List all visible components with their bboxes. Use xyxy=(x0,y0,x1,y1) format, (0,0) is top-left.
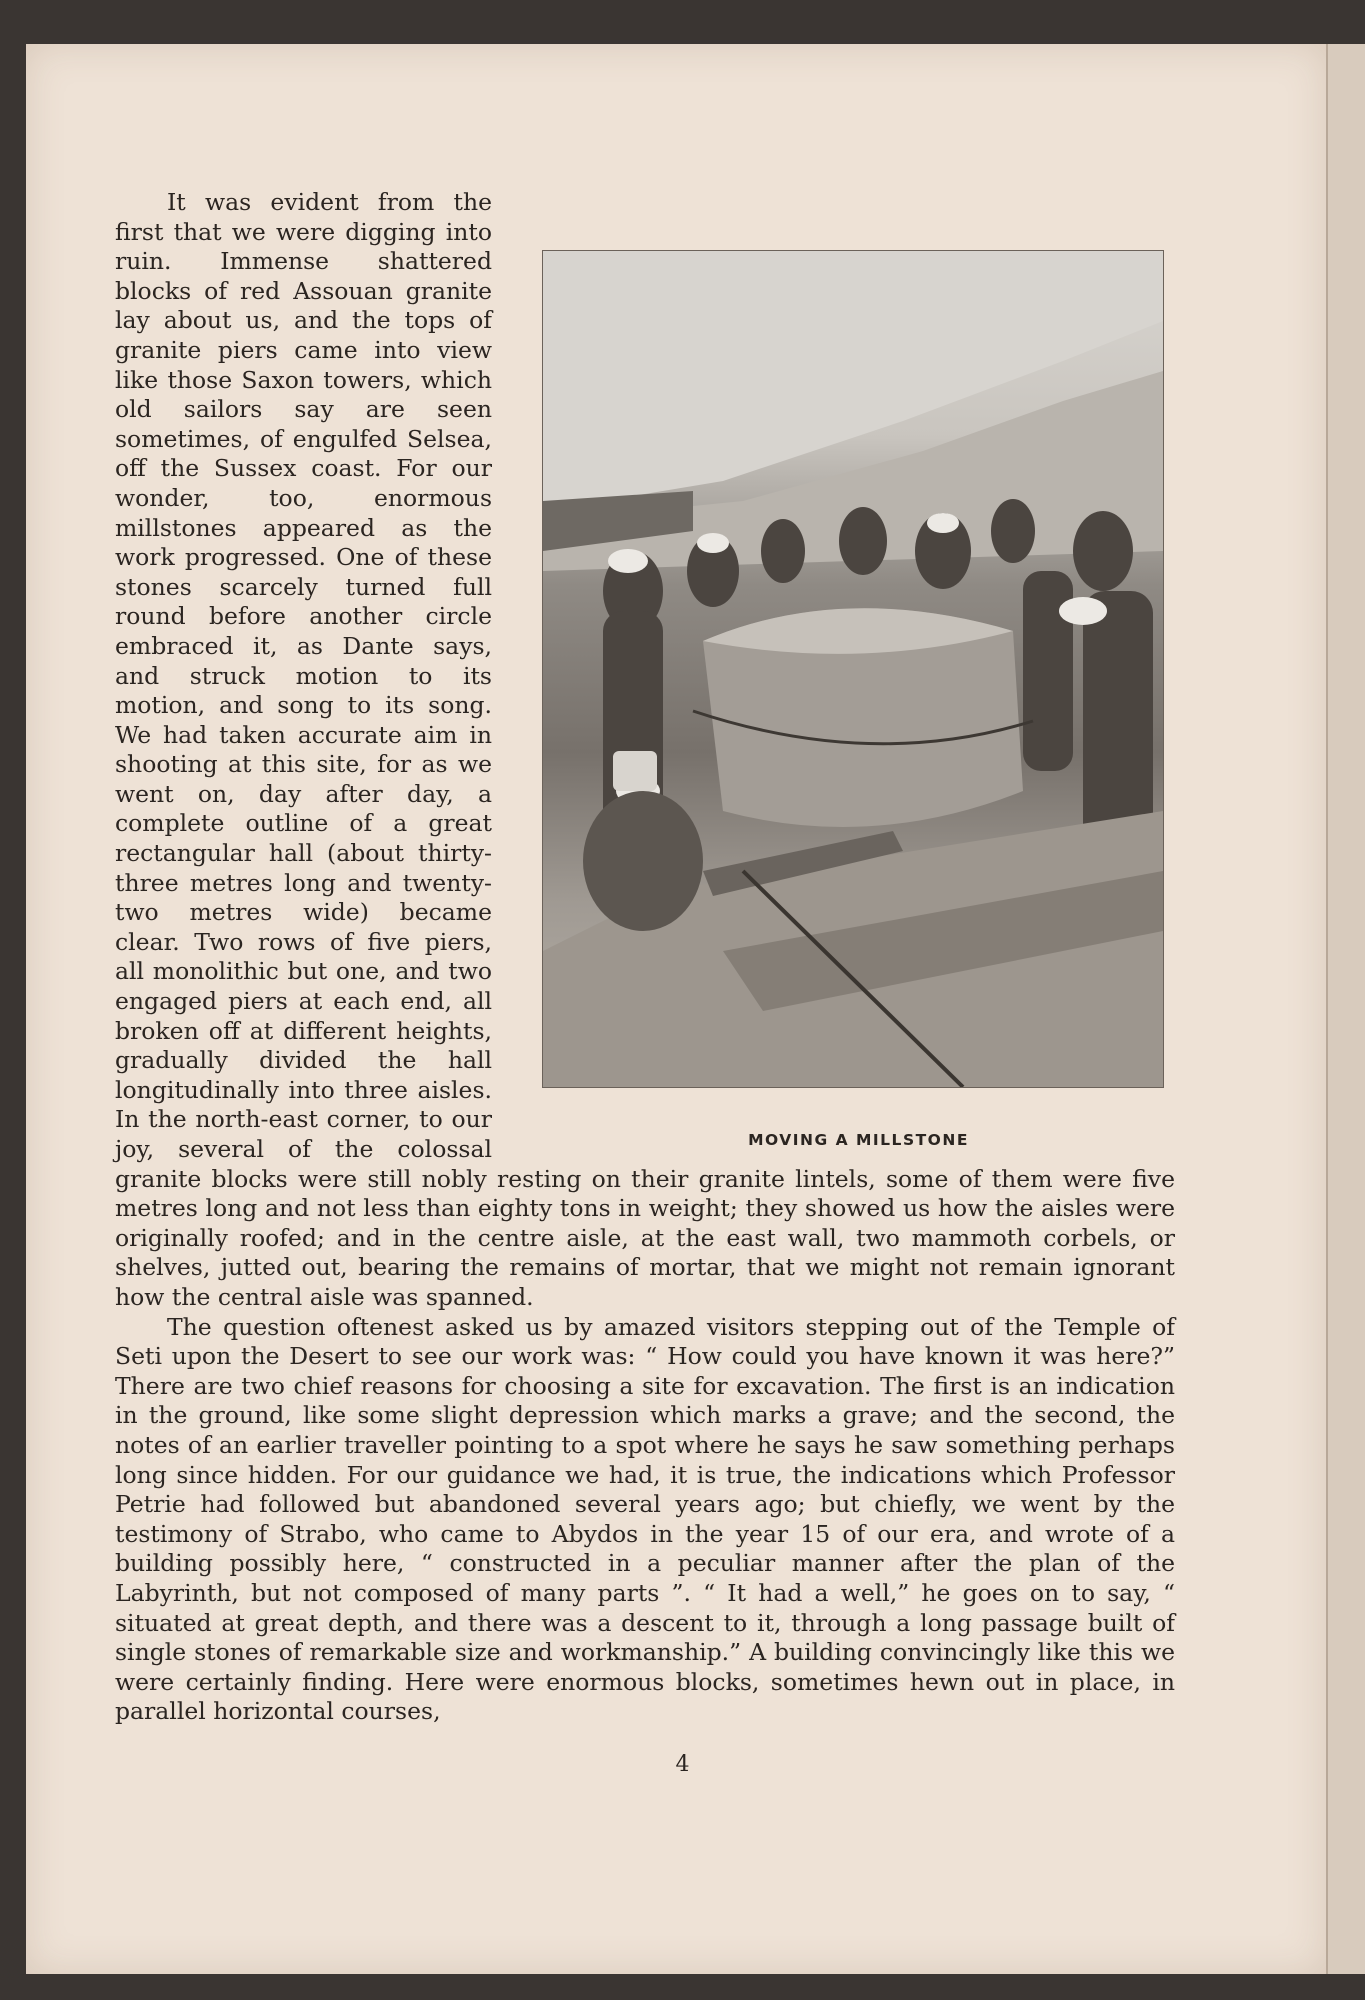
paragraph-2: The question oftenest asked us by amazed visitors stepping out of the Temple of Seti upon the Desert to see our work was: “ How could you have known it was here?” There are two chief reasons for choosing a site for excavation. The first is an indication in the ground, like some slight depression which marks a grave; and the second, the notes of an earlier traveller pointing to a spot where he says he saw something perhaps long since hidden. For our guidance we had, it is true, the indications which Professor Petrie had followed but abandoned several years ago; but chiefly, we went by the testimony of Strabo, who came to Abydos in the year 15 of our era, and wrote of a building possibly here, “ constructed in a peculiar manner after the plan of the Labyrinth, but not composed of many parts ”. “ It had a well,” he goes on to say, “ situated at great depth, and there was a descent to it, through a long passage built of single stones of remarkable size and workmanship.” A building convincingly like this we were certainly finding. Here were enormous blocks, sometimes hewn out in place, in parallel horizontal courses, xyxy=(115,1312,1175,1726)
figure-caption: MOVING A MILLSTONE xyxy=(748,1131,969,1149)
millstone-photograph xyxy=(542,250,1164,1088)
next-page-edge xyxy=(1326,44,1365,1974)
figure xyxy=(520,250,1175,1156)
page-number: 4 xyxy=(675,1752,690,1777)
photo-illustration xyxy=(543,251,1163,1087)
article-body xyxy=(115,188,1175,1727)
paragraph-1: It was evident from the first that we were digging into ruin. Immense shattered blocks of red Assouan granite lay about us, and the tops of granite piers came into view like those Saxon towers, which old sailors say are seen sometimes, of engulfed Selsea, off the Sussex coast. For our wonder, too, enormous millstones appeared as the work progressed. One of these stones scarcely turned full round before another circle embraced it, as Dante says, and struck motion to its motion, and song to its song. We had taken accurate aim in shooting at this site, for as we went on, day after day, a complete outline of a great rectangular hall (about thirty-three metres long and twenty-two metres wide) became clear. Two rows of five piers, all monolithic but one, and two engaged piers at each end, all broken off at different heights, gradually divided the hall longitudinally into three aisles. In the north-east corner, to our joy, several of the colossal granite blocks were still nobly resting on their granite lintels, some of them were five metres long and not less than eighty tons in weight; they showed us how the aisles were originally roofed; and in the centre aisle, at the east wall, two mammoth corbels, or shelves, jutted out, bearing the remains of mortar, that we might not remain ignorant how the central aisle was spanned. xyxy=(115,188,1175,1311)
